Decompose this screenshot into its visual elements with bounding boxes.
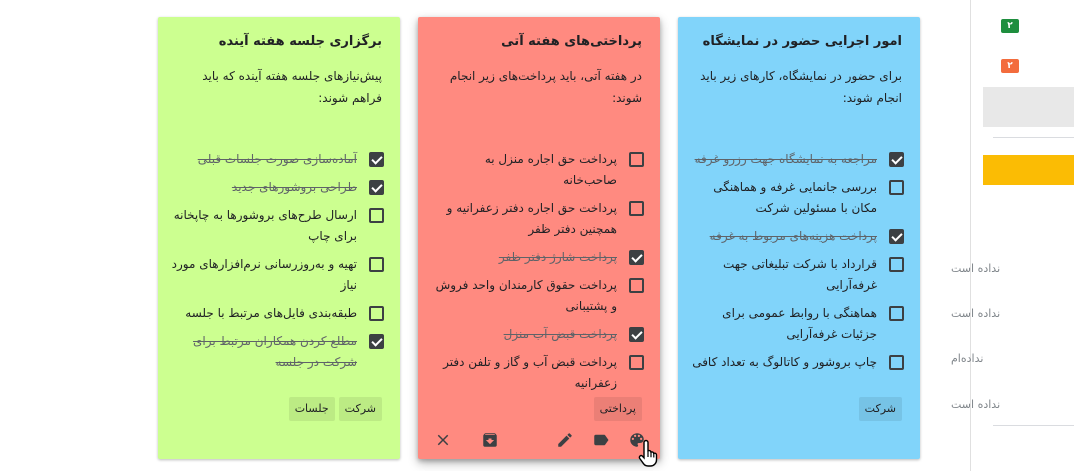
checklist-item-text: طراحی بروشورهای جدید <box>231 180 357 194</box>
checklist-item <box>170 205 384 247</box>
checklist-item <box>170 177 384 198</box>
note-labels <box>594 397 642 421</box>
checkbox[interactable] <box>629 201 644 216</box>
checklist <box>430 149 644 401</box>
status-text: نداده است <box>951 307 1001 320</box>
checkbox[interactable] <box>629 355 644 370</box>
divider <box>993 137 1074 138</box>
note-description: برای حضور در نمایشگاه، کارهای زیر باید انجام شوند: <box>700 69 902 105</box>
checkbox[interactable] <box>889 180 904 195</box>
checkbox[interactable] <box>369 306 384 321</box>
checkbox[interactable] <box>889 257 904 272</box>
divider <box>993 425 1074 426</box>
checklist-item <box>430 247 644 268</box>
checklist-item <box>690 254 904 296</box>
note-toolbar <box>430 429 648 451</box>
checklist-item-text: پرداخت حقوق کارمندان واحد فروش و پشتیبانی <box>435 278 617 313</box>
checklist <box>690 149 904 380</box>
checklist-item-text: قرارداد با شرکت تبلیغاتی جهت غرفه‌آرایی <box>722 257 877 292</box>
checklist-item-text: مراجعه به نمایشگاه جهت رزرو غرفه <box>694 152 877 166</box>
checkbox[interactable] <box>369 180 384 195</box>
checkbox[interactable] <box>889 355 904 370</box>
checklist-item <box>690 177 904 219</box>
checklist-item-text: پرداخت حق اجاره دفتر زعفرانیه و همچنین دفتر ظفر <box>446 201 617 236</box>
edit-icon[interactable] <box>554 429 576 451</box>
label-chip[interactable]: جلسات <box>289 397 335 421</box>
note-description: پیش‌نیازهای جلسه هفته آینده که باید فراهم شوند: <box>202 69 382 105</box>
archive-icon[interactable] <box>479 429 501 451</box>
note-exhibition[interactable] <box>678 17 920 459</box>
note-labels <box>859 397 902 421</box>
checkbox[interactable] <box>369 208 384 223</box>
status-text: نداده است <box>951 262 1001 275</box>
status-text: نداده‌ام <box>951 352 984 365</box>
checklist-item <box>430 324 644 345</box>
checklist-item-text: ارسال طرح‌های بروشورها به چاپخانه برای چاپ <box>173 208 357 243</box>
checklist-item <box>690 352 904 373</box>
checklist-item <box>430 352 644 394</box>
status-text: نداده است <box>951 398 1001 411</box>
note-title: پرداختی‌های هفته آتی <box>501 34 642 49</box>
note-labels <box>289 397 382 421</box>
checklist-item <box>170 331 384 373</box>
checkbox[interactable] <box>889 152 904 167</box>
checklist-item-text: پرداخت هزینه‌های مربوط به غرفه <box>709 229 877 243</box>
close-icon[interactable] <box>432 429 454 451</box>
note-description: در هفته آتی، باید پرداخت‌های زیر انجام شوند: <box>449 69 642 105</box>
label-icon[interactable] <box>590 429 612 451</box>
note-meeting[interactable] <box>158 17 400 459</box>
checklist-item-text: طبقه‌بندی فایل‌های مرتبط با جلسه <box>185 306 357 320</box>
checklist-item-text: تهیه و به‌روزرسانی نرم‌افزارهای مورد نیاز <box>171 257 357 292</box>
checklist-item-text: پرداخت حق اجاره منزل به صاحب‌خانه <box>484 152 617 187</box>
checklist-item <box>690 149 904 170</box>
checklist-item <box>430 198 644 240</box>
checklist-item <box>690 303 904 345</box>
checklist-item-text: پرداخت قبض آب و گاز و تلفن دفتر زعفرانیه <box>443 355 617 390</box>
checklist-item <box>170 149 384 170</box>
checkbox[interactable] <box>369 152 384 167</box>
checkbox[interactable] <box>369 334 384 349</box>
checkbox[interactable] <box>629 327 644 342</box>
checklist-item <box>170 303 384 324</box>
count-badge: ۲ <box>1001 59 1019 73</box>
checklist-item-text: مطلع کردن همکاران مرتبط برای شرکت در جلسه <box>193 334 357 369</box>
checklist-item-text: بررسی جانمایی غرفه و هماهنگی مکان با مسئولین شرکت <box>713 180 877 215</box>
checklist-item <box>170 254 384 296</box>
checkbox[interactable] <box>629 250 644 265</box>
checklist-item <box>690 226 904 247</box>
label-chip[interactable]: شرکت <box>859 397 902 421</box>
checklist-item <box>430 149 644 191</box>
side-panel <box>951 0 1073 471</box>
checkbox[interactable] <box>629 152 644 167</box>
checkbox[interactable] <box>889 229 904 244</box>
side-panel-item[interactable] <box>983 87 1074 127</box>
label-chip[interactable]: شرکت <box>339 397 382 421</box>
checklist-item-text: چاپ بروشور و کاتالوگ به تعداد کافی <box>692 355 877 369</box>
side-panel-highlight[interactable] <box>983 155 1074 185</box>
checklist-item-text: پرداخت شارژ دفتر ظفر <box>498 250 617 264</box>
label-chip[interactable]: پرداختی <box>594 397 642 421</box>
checklist-item-text: هماهنگی با روابط عمومی برای جزئیات غرفه‌آرایی <box>722 306 877 341</box>
note-title: امور اجرایی حضور در نمایشگاه <box>702 34 902 49</box>
checkbox[interactable] <box>369 257 384 272</box>
checklist-item <box>430 275 644 317</box>
checkbox[interactable] <box>889 306 904 321</box>
count-badge: ۲ <box>1001 19 1019 33</box>
checklist-item-text: آماده‌سازی صورت جلسات قبلی <box>197 152 357 166</box>
checklist-item-text: پرداخت قبض آب منزل <box>503 327 617 341</box>
note-title: برگزاری جلسه هفته آینده <box>218 34 382 49</box>
checkbox[interactable] <box>629 278 644 293</box>
checklist <box>170 149 384 380</box>
hand-cursor-icon <box>638 438 662 468</box>
note-payments[interactable] <box>418 17 660 459</box>
